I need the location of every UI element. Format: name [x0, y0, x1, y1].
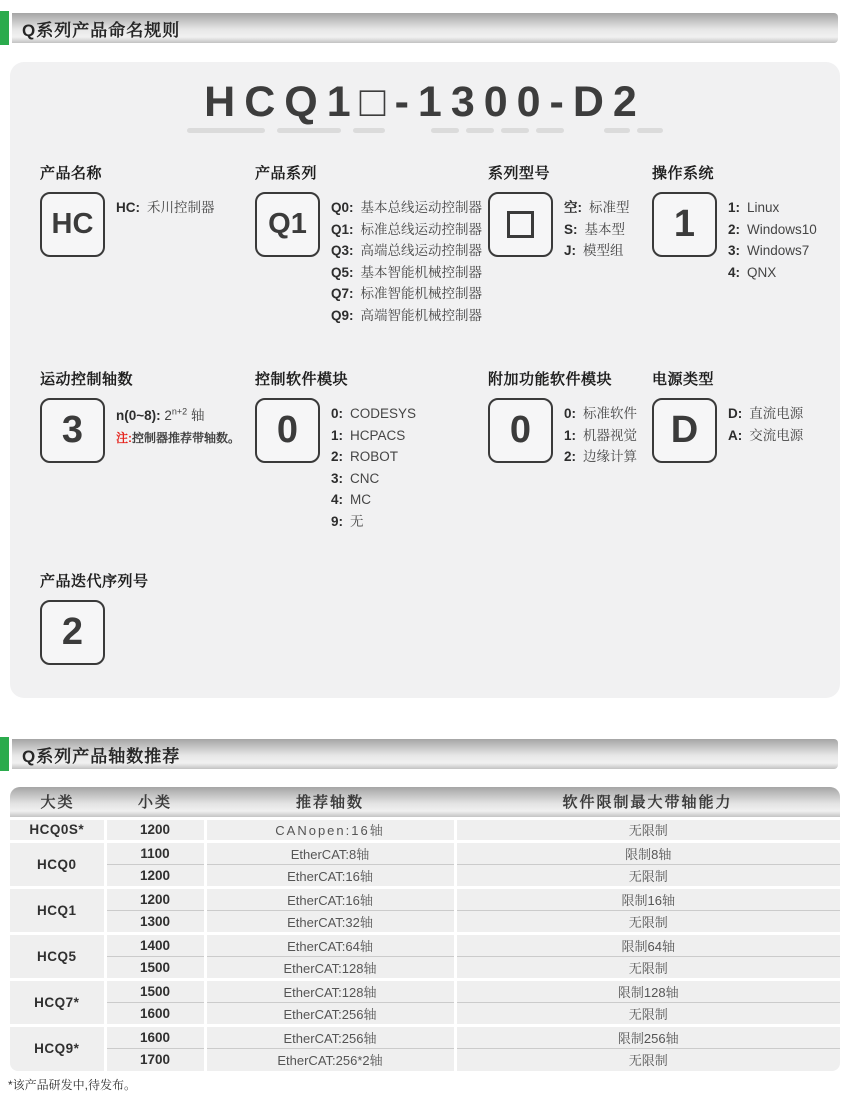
- code-box-power: D: [652, 398, 717, 463]
- axes-formula: [116, 404, 240, 424]
- section-title: Q系列产品命名规则: [22, 20, 181, 40]
- option-list: [728, 398, 803, 446]
- subclass-cell: 1700: [105, 1048, 205, 1071]
- section-label: 电源类型: [652, 371, 715, 388]
- option-item: Q9: 高端智能机械控制器: [331, 307, 483, 323]
- subclass-cell: 1200: [105, 864, 205, 887]
- section-label: 运动控制轴数: [40, 371, 134, 388]
- note-text: 控制器推荐带轴数。: [132, 431, 241, 445]
- recommended-axes-cell: EtherCAT:16轴: [205, 887, 455, 910]
- category-cell: HCQ7*: [10, 979, 105, 1025]
- recommended-axes-cell: EtherCAT:32轴: [205, 910, 455, 933]
- subclass-cell: 1600: [105, 1025, 205, 1048]
- option-item: 空: 标准型: [564, 200, 630, 215]
- underline-dash: [604, 128, 630, 133]
- limit-cell: 限制256轴: [455, 1025, 840, 1048]
- limit-cell: 无限制: [455, 1002, 840, 1025]
- model-underlines: [10, 128, 840, 133]
- table-row: [10, 887, 840, 910]
- table-row: [10, 979, 840, 1002]
- subclass-cell: 1300: [105, 910, 205, 933]
- col-header-software-limit: 软件限制最大带轴能力: [455, 787, 840, 818]
- naming-panel: [10, 62, 840, 698]
- section-label: 操作系统: [652, 165, 715, 182]
- section-label: 产品系列: [255, 165, 318, 182]
- section-addon-software: [488, 368, 637, 468]
- axis-recommendation-table: [10, 787, 840, 1071]
- category-cell: HCQ0: [10, 841, 105, 887]
- underline-dash: [466, 128, 494, 133]
- subclass-cell: 1500: [105, 979, 205, 1002]
- recommended-axes-cell: EtherCAT:256轴: [205, 1025, 455, 1048]
- subclass-cell: 1500: [105, 956, 205, 979]
- option-item: Q3: 高端总线运动控制器: [331, 243, 483, 258]
- option-item: 3: Windows7: [728, 243, 810, 258]
- code-box-control-software: 0: [255, 398, 320, 463]
- note-key: 注:: [116, 431, 132, 445]
- option-item: D: 直流电源: [728, 406, 804, 421]
- subclass-cell: 1400: [105, 933, 205, 956]
- option-list: [116, 192, 215, 219]
- limit-cell: 限制16轴: [455, 887, 840, 910]
- recommended-axes-cell: EtherCAT:128轴: [205, 979, 455, 1002]
- table-row: [10, 910, 840, 933]
- code-box-os: 1: [652, 192, 717, 257]
- section-motion-axes: [40, 368, 240, 463]
- green-accent-bar: [0, 11, 9, 45]
- underline-dash: [187, 128, 265, 133]
- axes-note: [116, 429, 240, 446]
- underline-dash: [637, 128, 663, 133]
- subclass-cell: 1200: [105, 887, 205, 910]
- option-list: [564, 192, 630, 262]
- section-header-naming-rules: [12, 13, 838, 43]
- option-item: S: 基本型: [564, 221, 625, 237]
- recommended-axes-cell: EtherCAT:8轴: [205, 841, 455, 864]
- axes-formula-block: [116, 398, 240, 446]
- underline-dash: [353, 128, 385, 133]
- category-cell: HCQ5: [10, 933, 105, 979]
- section-label: 系列型号: [488, 165, 551, 182]
- option-item: Q5: 基本智能机械控制器: [331, 264, 483, 280]
- table-row: [10, 956, 840, 979]
- option-list: [331, 398, 416, 532]
- option-item: 2: ROBOT: [331, 449, 399, 464]
- section-title: Q系列产品轴数推荐: [22, 746, 181, 766]
- option-list: [331, 192, 482, 326]
- table-row: [10, 864, 840, 887]
- table-row: [10, 1002, 840, 1025]
- formula-exponent: n+2: [171, 406, 188, 417]
- subclass-cell: 1200: [105, 818, 205, 841]
- placeholder-square-icon: [507, 211, 534, 238]
- code-box-product-series: Q1: [255, 192, 320, 257]
- col-header-subclass: 小类: [105, 787, 205, 818]
- option-item: 2: Windows10: [728, 221, 817, 237]
- green-accent-bar: [0, 737, 9, 771]
- code-box-axes: 3: [40, 398, 105, 463]
- limit-cell: 限制8轴: [455, 841, 840, 864]
- table-row: [10, 933, 840, 956]
- recommended-axes-cell: EtherCAT:256轴: [205, 1002, 455, 1025]
- category-cell: HCQ1: [10, 887, 105, 933]
- limit-cell: 无限制: [455, 910, 840, 933]
- option-item: 0: CODESYS: [331, 406, 417, 421]
- formula-base: 2: [164, 408, 172, 423]
- code-box-series-model: [488, 192, 553, 257]
- section-control-software: [255, 368, 416, 532]
- section-series-model: [488, 162, 630, 262]
- formula-key: n(0~8):: [116, 408, 161, 423]
- table-row: [10, 841, 840, 864]
- limit-cell: 限制64轴: [455, 933, 840, 956]
- subclass-cell: 1600: [105, 1002, 205, 1025]
- limit-cell: 无限制: [455, 818, 840, 841]
- option-item: 1: HCPACS: [331, 427, 406, 443]
- option-item: 0: 标准软件: [564, 406, 638, 421]
- option-item: HC: 禾川控制器: [116, 200, 215, 215]
- subclass-cell: 1100: [105, 841, 205, 864]
- option-list: [564, 398, 637, 468]
- code-box-product-name: HC: [40, 192, 105, 257]
- section-operating-system: [652, 162, 817, 283]
- col-header-category: 大类: [10, 787, 105, 818]
- option-item: Q7: 标准智能机械控制器: [331, 286, 483, 301]
- limit-cell: 限制128轴: [455, 979, 840, 1002]
- model-number: HCQ1□-1300-D2: [204, 78, 646, 126]
- code-box-addon-software: 0: [488, 398, 553, 463]
- option-item: 4: MC: [331, 492, 372, 507]
- option-item: J: 模型组: [564, 243, 624, 258]
- table-row: [10, 1025, 840, 1048]
- recommended-axes-cell: EtherCAT:64轴: [205, 933, 455, 956]
- underline-dash: [277, 128, 341, 133]
- option-item: 9: 无: [331, 513, 364, 529]
- section-iteration-number: [40, 570, 149, 665]
- footnote: *该产品研发中,待发布。: [8, 1078, 137, 1092]
- col-header-recommended-axes: 推荐轴数: [205, 787, 455, 818]
- category-cell: HCQ0S*: [10, 818, 105, 841]
- section-header-axis-recommendation: [12, 739, 838, 769]
- option-item: A: 交流电源: [728, 427, 804, 443]
- underline-dash: [536, 128, 564, 133]
- table-row: [10, 818, 840, 841]
- section-label: 控制软件模块: [255, 371, 349, 388]
- option-item: Q1: 标准总线运动控制器: [331, 221, 483, 237]
- limit-cell: 无限制: [455, 956, 840, 979]
- limit-cell: 无限制: [455, 1048, 840, 1071]
- section-label: 产品迭代序列号: [40, 573, 149, 590]
- option-item: 1: Linux: [728, 200, 780, 215]
- section-label: 附加功能软件模块: [488, 371, 613, 388]
- underline-dash: [501, 128, 529, 133]
- recommended-axes-cell: EtherCAT:256*2轴: [205, 1048, 455, 1071]
- recommended-axes-cell: EtherCAT:16轴: [205, 864, 455, 887]
- category-cell: HCQ9*: [10, 1025, 105, 1071]
- recommended-axes-cell: CANopen:16轴: [205, 818, 455, 841]
- table-header-row: [10, 787, 840, 818]
- underline-dash: [431, 128, 459, 133]
- section-label: 产品名称: [40, 165, 103, 182]
- option-item: Q0: 基本总线运动控制器: [331, 200, 483, 215]
- section-product-name: [40, 162, 215, 257]
- option-item: 4: QNX: [728, 264, 777, 280]
- recommended-axes-cell: EtherCAT:128轴: [205, 956, 455, 979]
- table-row: [10, 1048, 840, 1071]
- section-product-series: [255, 162, 482, 326]
- section-power-type: [652, 368, 803, 463]
- formula-unit: 轴: [190, 408, 205, 423]
- option-item: 3: CNC: [331, 470, 380, 486]
- option-item: 1: 机器视觉: [564, 427, 638, 443]
- limit-cell: 无限制: [455, 864, 840, 887]
- option-list: [728, 192, 817, 283]
- code-box-iteration: 2: [40, 600, 105, 665]
- option-item: 2: 边缘计算: [564, 449, 638, 464]
